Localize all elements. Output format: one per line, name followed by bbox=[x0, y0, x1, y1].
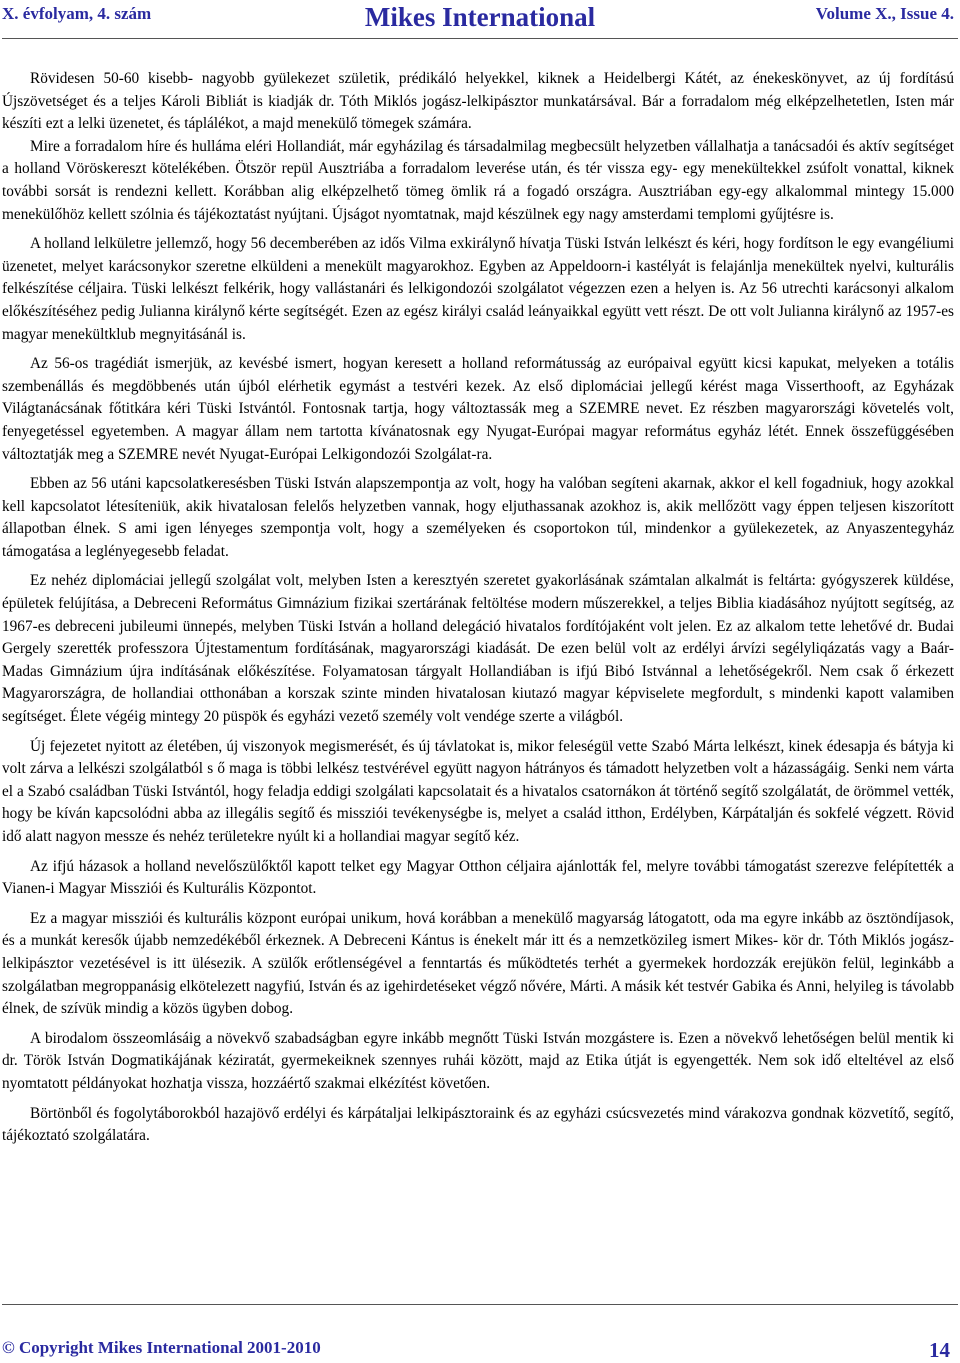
paragraph: Az ifjú házasok a holland nevelőszülőktől kapott telket egy Magyar Otthon céljaira ajánlották fel, melyre további támogatást szerezve felépítették a Vianen-i Magyar Missziói és Kulturális Központot. bbox=[2, 857, 954, 898]
paragraph: A holland lelkületre jellemző, hogy 56 decemberében az idős Vilma exkirálynő hívatja Tüski István lelkészt és kéri, hogy fordítson le egy evangéliumi üzenetet, melyet karácsonykor szeretne elküldeni a menekült magyarokhoz. Egyben az Appeldoorn-i kastélyát is felajánlja menekültek nyelvi, kulturális felkészítése céljaira. Tüski lelkészt felkérik, hogy vallástanári és lelkigondozói szolgálatot végezzen ezen a helyen is. Az 56 utrechti karácsonyi alkalom előkészítéséhez pedig Julianna királynő kérte segítségét. Ezen az egész királyi család leányaikkal együtt vett részt. De ott volt Julianna királynő az 1957-es magyar menekültklub megnyitásánál is. bbox=[2, 235, 954, 343]
publication-title: Mikes International bbox=[364, 2, 596, 32]
paragraph: Ez nehéz diplomáciai jellegű szolgálat volt, melyben Isten a keresztyén szeretet gyakorlásának számtalan alkalmát is feltárta: gyógyszerek küldése, épületek felújítása, a Debreceni Református Gimnázium fizikai szertárának feltöltése modern műszerekkel, a teljes Biblia kiadásához nyújtott segítség, az 1967-es debreceni jubileumi ünnepés, melyben Tüski István a holland delegáció hivatalos fordítójaként volt jelen. Ez az alkalom tette lehetővé dr. Budai Gergely szerették professzora Újtestamentum fordításának, magyarországi kiadását. De ezen belül volt az erdélyi árvízi segélyliqázatás vagy a Baár- Madas Gimnázium újra indításának előkészítése. Folyamatosan tárgyalt Hollandiában is ifjú Bibó Istvánnal a lehetőségekről. Nem csak ő érkezett Magyarországra, de hollandiai otthonában a korszak szinte minden hivatalosan kiutazó magyar képviselete megfordult, s mindenki kapott valamiben segítséget. Élete végéig mintegy 20 püspök és egyházi vezető személy volt vendége szerte a világból. bbox=[2, 572, 954, 726]
paragraph: Ebben az 56 utáni kapcsolatkeresésben Tüski István alapszempontja az volt, hogy ha valóban segíteni akarnak, akkor el kell fogadniuk, hogy azokkal kell kapcsolatot létesíteniük, akik hivatalosan felelős helyzetben vannak, hogy eljuthassanak azokhoz is, akik mellőzött vagy éppen teljesen kiszorított állapotban élnek. S ami igen lényeges szempontja volt, hogy a személyeken és csoportokon túl, mindenkor a gyülekezetek, az Anyaszentegyház támogatása a leglényegesebb feladat. bbox=[2, 475, 954, 560]
paragraph: Ez a magyar missziói és kulturális központ európai unikum, hová korábban a menekülő magyarság látogatott, oda ma egyre inkább az ösztöndíjasok, és a munkát keresők újabb nemzedékéből érkeznek. A Debreceni Kántus is énekelt már itt és a nemzetközileg ismert Mikes- kör dr. Tóth Miklós jogász-lelkipásztor vezetésével is itt ülésezik. A szülők erőtlenségével a fenntartás és működtetés terhét a gyermekek hordozzák erejükön felül, leginkább a szolgálatban megroppanásig elkötelezett nagyfiú, István és az igehirdetéseket végző nővére, Márti. A másik két testvér Gabika és Anni, helyileg is távolabb élnek, de szívük mindig a közös ügyben dobog. bbox=[2, 909, 954, 1018]
paragraph: Új fejezetet nyitott az életében, új viszonyok megismerését, és új távlatokat is, mikor feleségül vette Szabó Márta lelkészt, kinek édesapja és bátyja ki volt zárva a lelkészi szolgálatból s ő maga is többi lelkész testvérével együtt nagyon hátrányos és támadott helyzetben volt a házasságáig. Senki nem várta el a Szabó családban Tüski Istvántól, hogy feladja eddigi szolgálati kapcsolatait és a hivatalos csatornákon át történő segítő szolgálatát, de örömmel vették, hogy be kíván kapcsolódni abba az illegális segítő és missziói tevékenységbe is, melyet a család itthon, Erdélyben, Kárpátalján és sokfelé végzett. Rövid idő alatt nagyon messze és nehéz területekre nyúlt ki a hollandiai magyar segítő kéz. bbox=[2, 737, 954, 845]
paragraph: Az 56-os tragédiát ismerjük, az kevésbé ismert, hogyan keresett a holland reformátusság az európaival együtt kicsi kapukat, melyeken a totális szembenállás és megdöbbenés után újból elérhetik egymást a testvéri kezek. Az első diplomáciai jellegű kérést maga Visserthooft, az Egyházak Világtanácsának főtitkára kéri Tüski Istvántól. Fontosnak tartja, hogy változtassák meg a SZEMRE nevet. Ez részben magyarországi követelés volt, fenyegetéssel egyetemben. A magyar állam nem tartotta kívánatosnak egy Nyugat-Európai magyar református egyház létét. Ennek összefüggésében változtatják meg a SZEMRE nevét Nyugat-Európai Lelkigondozói Szolgálat-ra. bbox=[2, 355, 954, 463]
paragraph: Mire a forradalom híre és hulláma eléri Hollandiát, már egyházilag és társadalmilag megbecsült helyzetben vállalhatja a tanácsadói és aktív segítséget a holland Vöröskereszt kötelékében. Ötször repül Ausztriába a forradalom leverése után, és tér vissza egy- egy menekültekkel zsúfolt vonattal, kiknek további sorsát is rendezni kellett. Korábban alig elképzelhető tömeg ömlik rá a fogadó országra. Ausztriában egy-egy alkalommal mintegy 15.000 menekülőhöz kellett szólnia és tájékoztatást nyújtani. Újságot nyomtatnak, majd készülnek egy nagy amsterdami templomi gyűjtésre is. bbox=[2, 137, 954, 223]
issue-label-english: Volume X., Issue 4. bbox=[815, 4, 954, 23]
issue-label-hungarian: X. évfolyam, 4. szám bbox=[2, 4, 152, 23]
page-number: 14 bbox=[929, 1338, 950, 1362]
footer-divider bbox=[2, 1304, 958, 1305]
header-divider bbox=[2, 38, 958, 39]
paragraph: A birodalom összeomlásáig a növekvő szabadságban egyre inkább megnőtt Tüski István mozgástere is. Ezen a növekvő lehetőségen belül mentik ki dr. Török István Dogmatikájának kéziratát, gyermekeiknek szennyes ruhái között, majd az Etika útját is egyengették. Nem sok idő elteltével az első nyomtatott példányokat hozhatja vissza, hozzáértő szakmai elkézítést követően. bbox=[2, 1029, 954, 1092]
paragraph: Börtönből és fogolytáborokból hazajövő erdélyi és kárpátaljai lelkipásztoraink és az egyházi csúcsvezetés mind várakozva gondnak közvetítő, segítő, tájékoztató szolgálatára. bbox=[2, 1104, 954, 1145]
article-body bbox=[2, 68, 954, 1155]
paragraph: Rövidesen 50-60 kisebb- nagyobb gyülekezet születik, prédikáló helyekkel, kiknek a Heidelbergi Kátét, az énekeskönyvet, az új fordítású Újszövetséget és a teljes Károli Bibliát is kiadják dr. Tóth Miklós jogász-lelkipásztor munkatársával. Bár a forradalom még elképzelhetetlen, Isten már készíti ezt a lelki üzenetet, és táplálékot, a majd menekülő tömegek számára. bbox=[2, 70, 954, 133]
copyright-notice: © Copyright Mikes International 2001-2010 bbox=[2, 1338, 321, 1357]
page-header bbox=[0, 0, 960, 40]
